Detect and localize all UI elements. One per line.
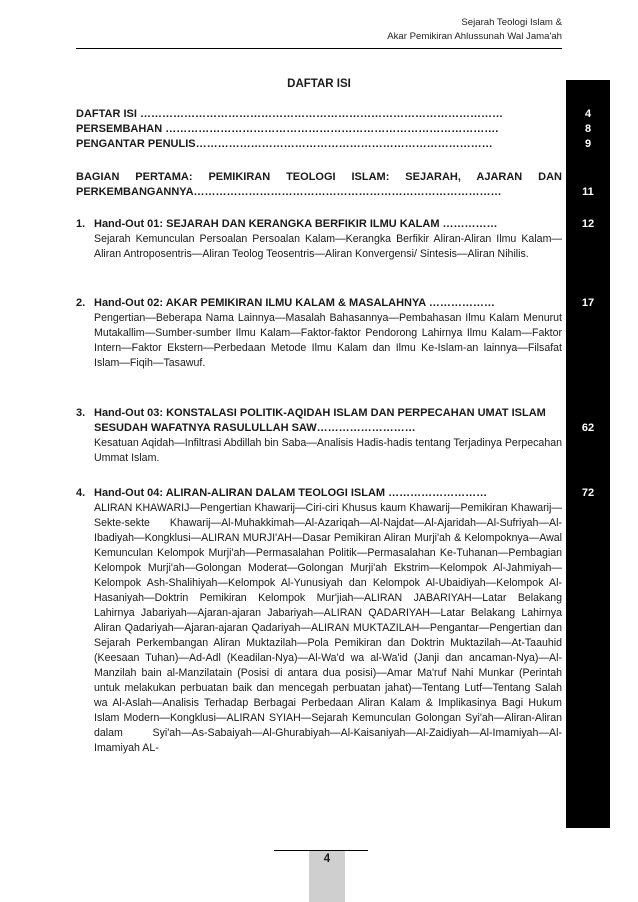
item-number: 2. bbox=[76, 297, 86, 309]
toc-entry-label: DAFTAR ISI ……………………………………………………………………………………… bbox=[76, 108, 503, 120]
toc-entry-label: PENGANTAR PENULIS……………………………………………………………………… bbox=[76, 138, 493, 150]
header-line-2: Akar Pemikiran Ahlussunah Wal Jama'ah bbox=[387, 31, 562, 42]
item-description: Kesatuan Aqidah—Infiltrasi Abdillah bin Saba—Analisis Hadis-hadis tentang Terjadinya Perpecahan Ummat Islam. bbox=[94, 437, 562, 464]
toc-page-number: 11 bbox=[582, 186, 594, 198]
item-description: Pengertian—Beberapa Nama Lainnya—Masalah Bahasannya—Pembahasan Ilmu Kalam Menurut Mutakallim—Sumber-sumber Ilmu Kalam—Faktor-faktor Pendorong Lahirnya Ilmu Kalam—Faktor Intern—Faktor Ekstern—Perbedaan Metode Ilmu Kalam dan Ilmu Ke-Islam-an lainnya—Filsafat Islam—Fiqih—Tasawuf. bbox=[94, 312, 562, 369]
running-header bbox=[387, 16, 562, 44]
toc-page-number: 62 bbox=[581, 422, 595, 434]
toc-entry-daftar-isi[interactable] bbox=[76, 107, 562, 122]
toc-title: DAFTAR ISI bbox=[287, 78, 351, 90]
toc-item-4[interactable] bbox=[76, 486, 562, 756]
toc-page-number: 72 bbox=[581, 487, 595, 499]
part-heading-line-1: BAGIAN PERTAMA: PEMIKIRAN TEOLOGI ISLAM: SEJARAH, AJARAN DAN bbox=[76, 171, 562, 183]
toc-entry-persembahan[interactable] bbox=[76, 122, 562, 137]
item-number: 1. bbox=[76, 218, 86, 230]
part-heading-line-2: PERKEMBANGANNYA………………………………………………………………………… bbox=[76, 186, 502, 198]
item-number: 4. bbox=[76, 487, 86, 499]
item-title: Hand-Out 02: AKAR PEMIKIRAN ILMU KALAM & MASALAHNYA ……………… bbox=[94, 297, 495, 309]
toc-part-heading[interactable] bbox=[76, 170, 562, 200]
toc-page-number: 12 bbox=[581, 218, 595, 230]
item-title: Hand-Out 01: SEJARAH DAN KERANGKA BERFIKIR ILMU KALAM …………… bbox=[94, 218, 498, 230]
toc-item-2[interactable] bbox=[76, 296, 562, 371]
item-title: Hand-Out 03: KONSTALASI POLITIK-AQIDAH ISLAM DAN PERPECAHAN UMAT ISLAM SESUDAH WAFATNYA RASULULLAH SAW……………………… bbox=[94, 407, 546, 434]
toc-page-number: 9 bbox=[584, 138, 592, 150]
toc-item-1[interactable] bbox=[76, 217, 562, 262]
toc-page-number: 17 bbox=[581, 297, 595, 309]
item-description: Sejarah Kemunculan Persoalan Persoalan Kalam—Kerangka Berfikir Aliran-Aliran Ilmu Kalam—Aliran Antroposentris—Aliran Teolog Teosentris—Aliran Konvergensi/ Sintesis—Aliran Nihilis. bbox=[94, 233, 562, 260]
toc-page-number: 4 bbox=[584, 108, 592, 120]
item-title: Hand-Out 04: ALIRAN-ALIRAN DALAM TEOLOGI ISLAM ……………………… bbox=[94, 487, 488, 499]
page-number: 4 bbox=[323, 853, 331, 865]
toc-entry-label: PERSEMBAHAN ………………………………………………………………………………. bbox=[76, 123, 499, 135]
item-number: 3. bbox=[76, 407, 86, 419]
item-description: ALIRAN KHAWARIJ—Pengertian Khawarij—Ciri-ciri Khusus kaum Khawarij—Pemikiran Khawarij—Sekte-sekte Khawarij—Al-Muhakkimah—Al-Azariqah—Al-Najdat—Al-Ajaridah—Al-Sufriyah—Al-Ibadiyah—Kongklusi—ALIRAN MURJI'AH—Dasar Pemikiran Aliran Murji'ah & Kelompoknya—Awal Kemunculan Kelompok Murji'ah—Permasalahan Politik—Permasalahan Ke-Tuhanan—Pembagian Kelompok Murji'ah—Golongan Moderat—Golongan Murji'ah Ekstrim—Kelompok Al-Jahmiyah—Kelompok Ash-Shalihiyah—Kelompok Al-Yunusiyah dan Kelompok Al-Ubaidiyah—Kelompok Al-Hasaniyah—Doktrin Pemikiran Kelompok Mur'jiah—ALIRAN JABARIYAH—Latar Belakang Lahirnya Jabariyah—Ajaran-ajaran Jabariyah—ALIRAN QADARIYAH—Latar Belakang Lahirnya Aliran Qadariyah—Ajaran-ajaran Qadariyah—ALIRAN MUKTAZILAH—Pengantar—Pengertian dan Sejarah Perkembangan Aliran Muktazilah—Pola Pemikiran dan Doktrin Muktazilah—At-Taauhid (Keesaan Tuhan)—Ad-Adl (Keadilan-Nya)—Al-Wa'd wa al-Wa'id (Janji dan ancaman-Nya)—Al-Manzilah bain al-Manzilatain (Posisi di antara dua posisi)—Amar Ma'ruf Nahi Munkar (Perintah untuk melakukan perbuatan baik dan mencegah perbuatan jahat)—Tentang Lutf—Tentang Salah wa Al-Aslah—Analisis Terhadap Berbagai Perbedaan Aliran Kalam & Implikasinya Bagi Hukum Islam Modern—Kongklusi—ALIRAN SYIAH—Sejarah Kemunculan Golongan Syi'ah—Aliran-Aliran dalam Syi'ah—As-Sabaiyah—Al-Ghurabiyah—Al-Kaisaniyah—Al-Zaidiyah—Al-Imamiyah—Al-Imamiyah AL- bbox=[94, 502, 562, 754]
header-rule bbox=[76, 48, 562, 49]
toc-entry-pengantar-penulis[interactable] bbox=[76, 137, 562, 152]
toc-item-3[interactable] bbox=[76, 406, 562, 466]
toc-page-number: 8 bbox=[584, 123, 592, 135]
header-line-1: Sejarah Teologi Islam & bbox=[461, 17, 562, 28]
